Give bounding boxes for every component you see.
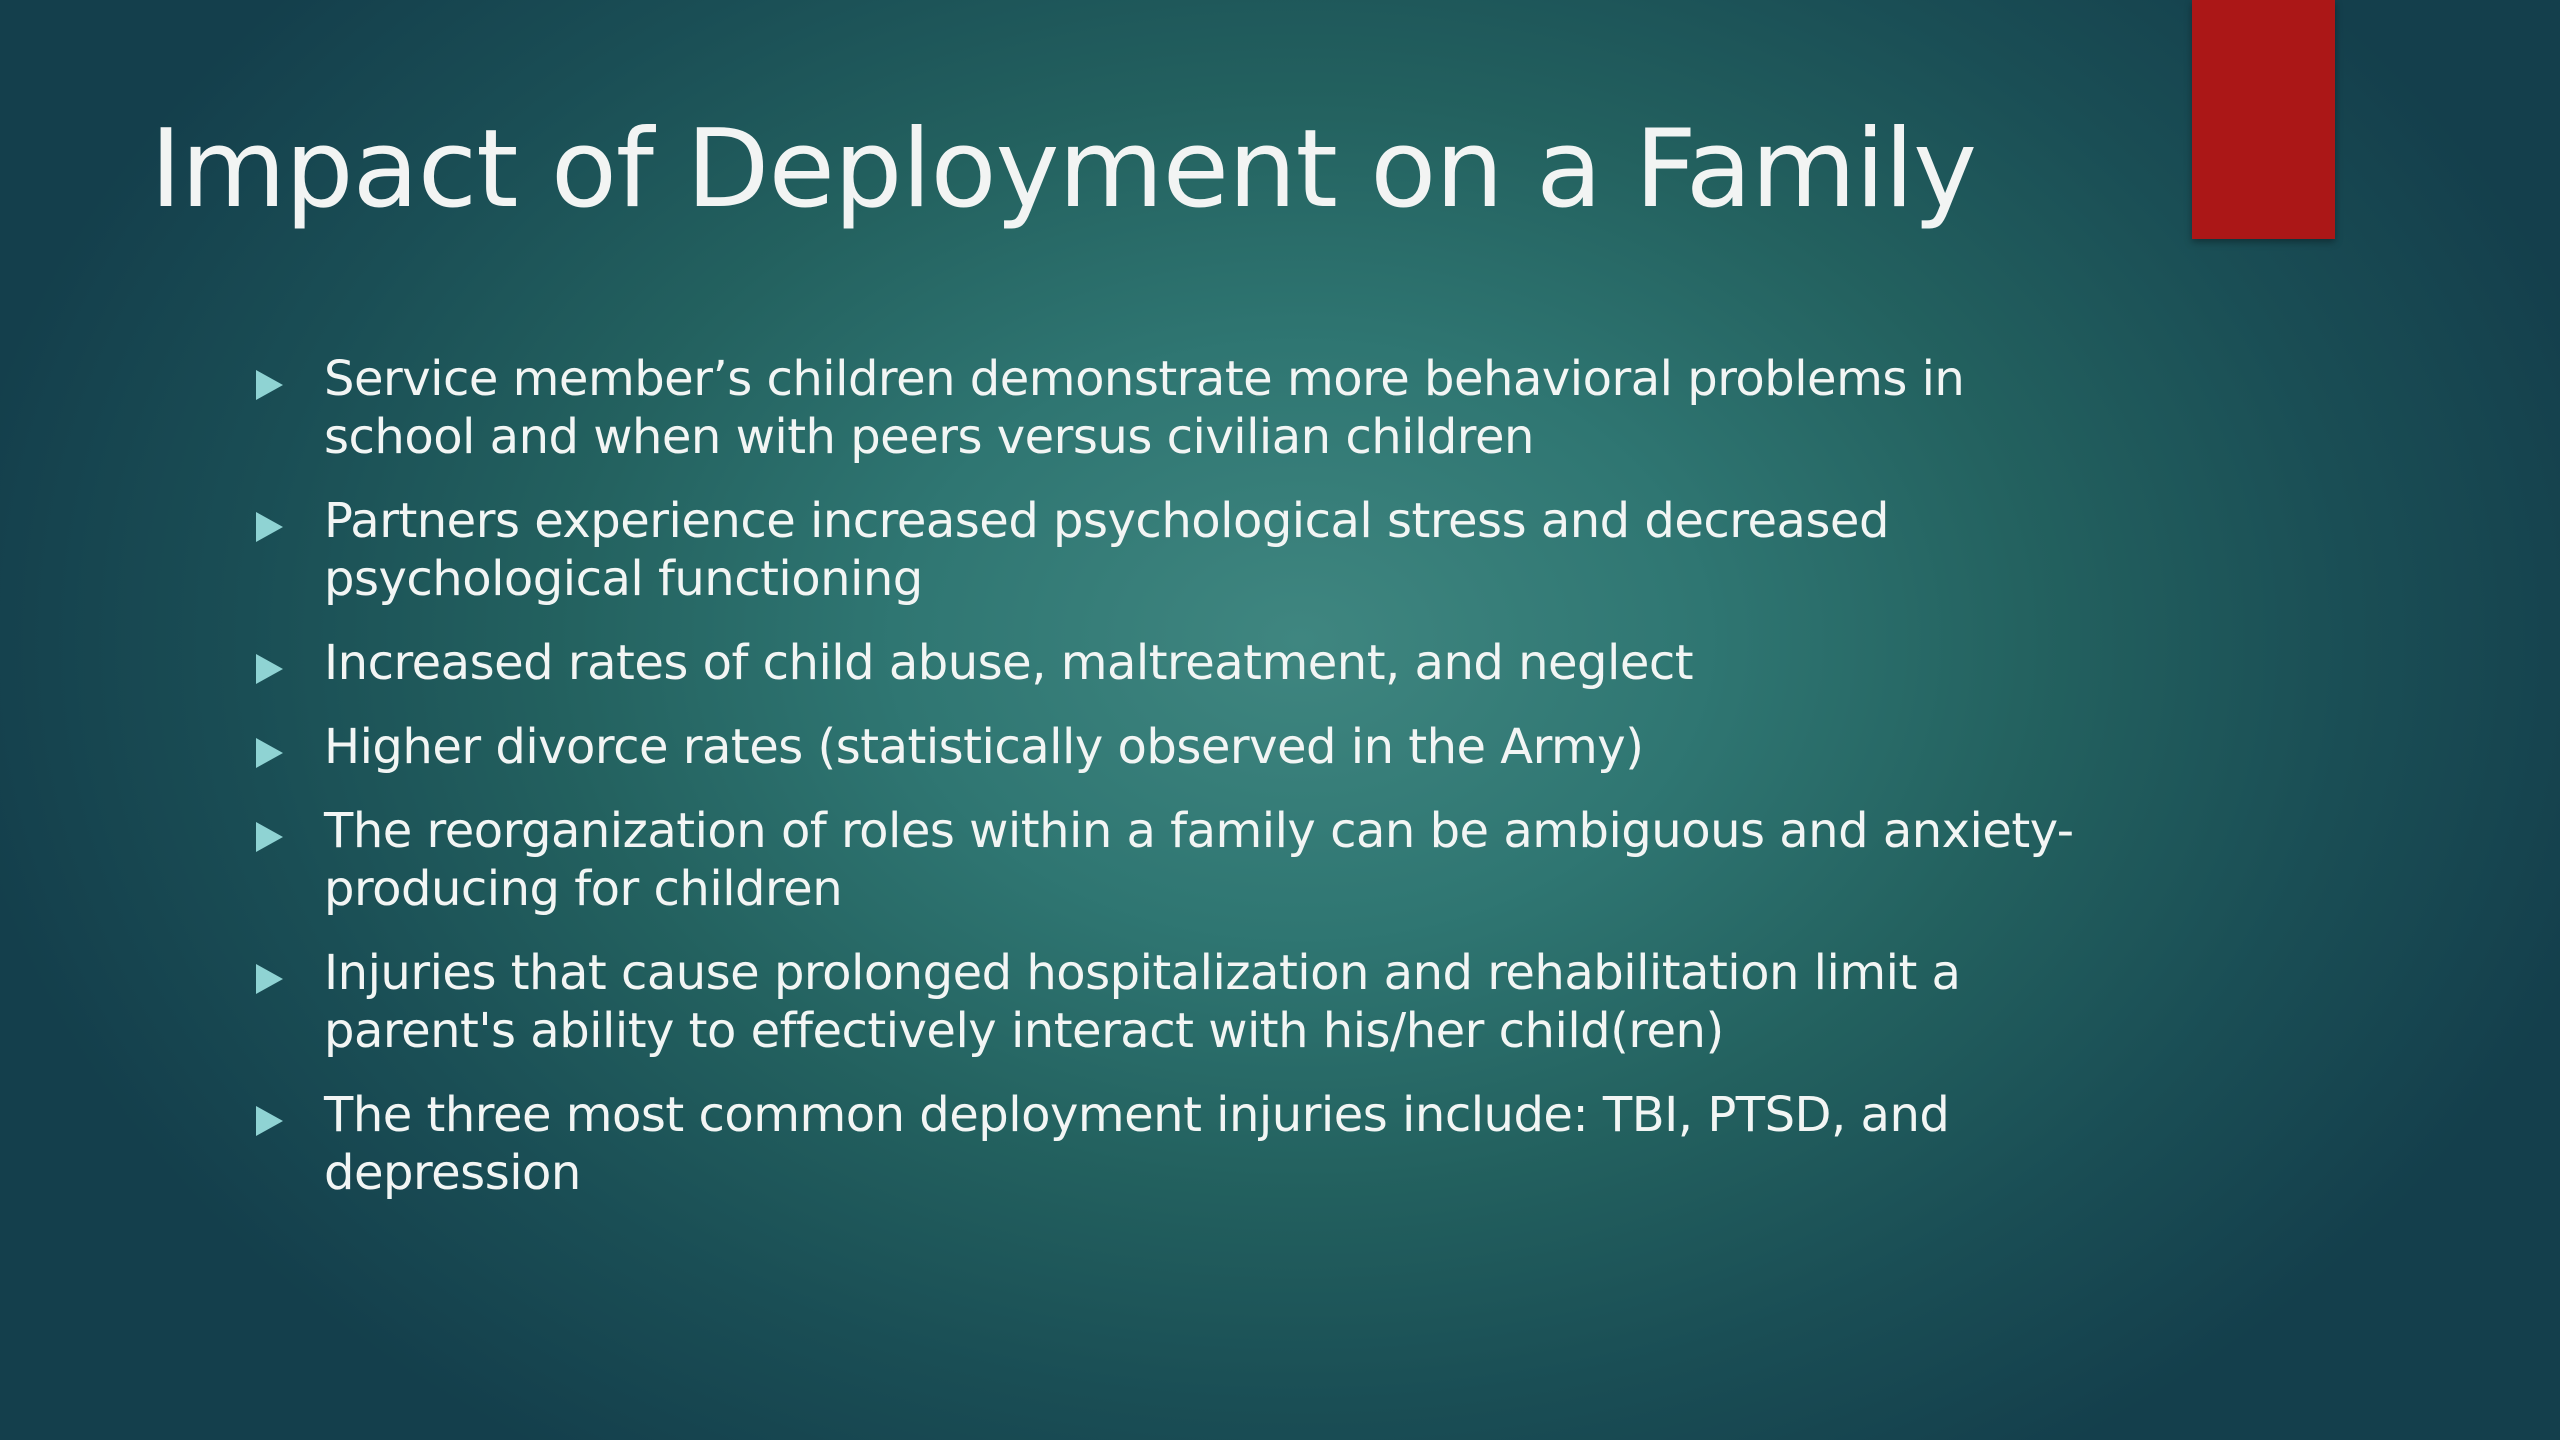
- triangle-bullet-icon: [256, 1106, 283, 1136]
- triangle-bullet-icon: [256, 370, 283, 400]
- triangle-bullet-icon: [256, 654, 283, 684]
- triangle-bullet-icon: [256, 964, 283, 994]
- triangle-bullet-icon: [256, 512, 283, 542]
- bullet-text: Increased rates of child abuse, maltreatment, and neglect: [324, 635, 1694, 691]
- triangle-bullet-icon: [256, 738, 283, 768]
- red-accent-bar: [2192, 0, 2335, 239]
- bullet-text: The three most common deployment injuries include: TBI, PTSD, and depression: [324, 1087, 1950, 1201]
- bullet-item: [252, 1086, 2092, 1202]
- slide-title: Impact of Deployment on a Family: [150, 107, 1977, 232]
- bullet-item: [252, 718, 2092, 776]
- bullet-item: [252, 350, 2092, 466]
- bullet-text: Higher divorce rates (statistically observed in the Army): [324, 719, 1644, 775]
- bullet-text: The reorganization of roles within a family can be ambiguous and anxiety-producing for children: [324, 803, 2074, 917]
- bullet-item: [252, 944, 2092, 1060]
- bullet-list: [252, 350, 2092, 1228]
- bullet-item: [252, 802, 2092, 918]
- bullet-text: Service member’s children demonstrate more behavioral problems in school and when with peers versus civilian children: [324, 351, 1965, 465]
- bullet-text: Partners experience increased psychological stress and decreased psychological functioning: [324, 493, 1889, 607]
- bullet-text: Injuries that cause prolonged hospitalization and rehabilitation limit a parent's ability to effectively interact with his/her child(ren): [324, 945, 1961, 1059]
- bullet-item: [252, 634, 2092, 692]
- triangle-bullet-icon: [256, 822, 283, 852]
- bullet-item: [252, 492, 2092, 608]
